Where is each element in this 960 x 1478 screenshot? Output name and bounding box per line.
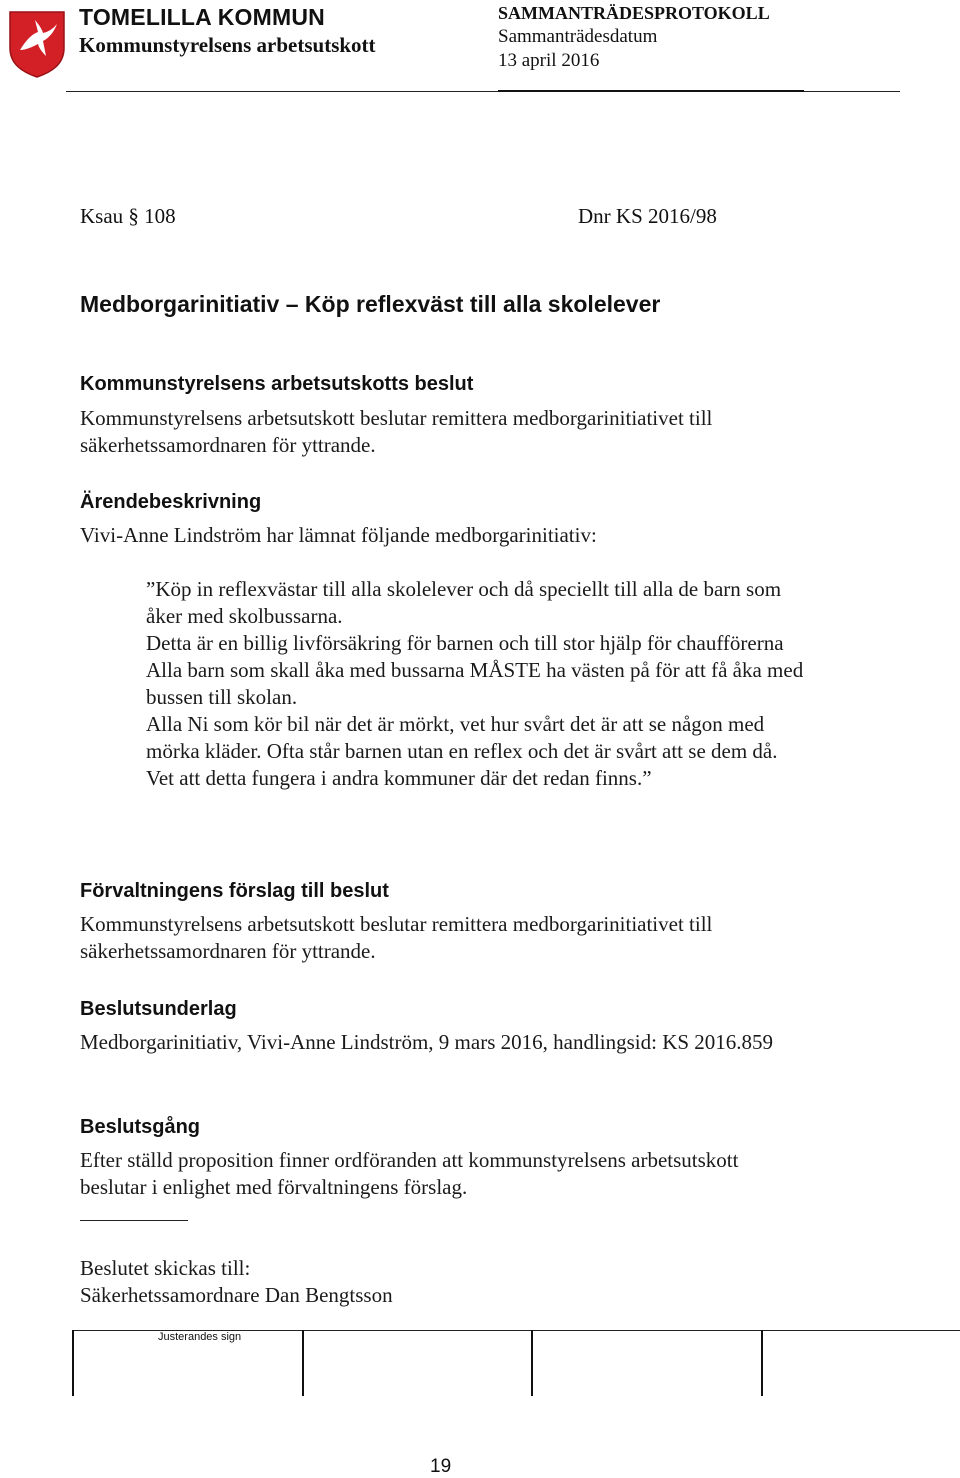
paragraph-reference: Ksau § 108 [80,204,176,228]
section-heading-basis: Beslutsunderlag [80,998,237,1020]
citizen-initiative-quote [146,576,816,792]
proposal-text: Kommunstyrelsens arbetsutskott beslutar remittera medborgarinitiativet till säkerhetssamordnaren för yttrande. [80,912,713,963]
distribution-label: Beslutet skickas till: [80,1256,251,1280]
section-heading-procedure: Beslutsgång [80,1116,201,1138]
section-divider [80,1220,188,1221]
signature-table-column-border [531,1330,533,1396]
distribution-recipient: Säkerhetssamordnare Dan Bengtsson [80,1283,393,1307]
organization-unit: Kommunstyrelsens arbetsutskott [79,33,376,57]
quote-paragraph: ”Köp in reflexvästar till alla skolelever och då speciellt till alla de barn som åker med skolbussarna. [146,577,782,628]
section-heading-proposal: Förvaltningens förslag till beslut [80,880,389,902]
header-divider-accent [498,90,804,92]
meeting-date: 13 april 2016 [498,50,600,71]
quote-paragraph: Alla Ni som kör bil när det är mörkt, vet hur svårt det är att se någon med mörka kläder. Ofta står barnen utan en reflex och det är svårt att se dem då. [146,712,778,763]
section-heading-description: Ärendebeskrivning [80,491,262,513]
diary-number: Dnr KS 2016/98 [578,204,717,228]
description-text: Vivi-Anne Lindström har lämnat följande medborgarinitiativ: [80,523,597,547]
meeting-date-label: Sammanträdesdatum [498,26,658,47]
quote-paragraph: Vet att detta fungera i andra kommuner där det redan finns.” [146,766,652,790]
organization-name: TOMELILLA KOMMUN [79,4,325,30]
signature-table-column-border [761,1330,763,1396]
signature-table-column-border [302,1330,304,1396]
page-title: Medborgarinitiativ – Köp reflexväst till alla skolelever [80,291,661,317]
decision-text: Kommunstyrelsens arbetsutskott beslutar remittera medborgarinitiativet till säkerhetssamordnaren för yttrande. [80,406,713,457]
quote-paragraph: Alla barn som skall åka med bussarna MÅSTE ha västen på för att få åka med bussen till skolan. [146,658,804,709]
quote-paragraph: Detta är en billig livförsäkring för barnen och till stor hjälp för chaufförerna [146,631,784,655]
procedure-text: Efter ställd proposition finner ordföranden att kommunstyrelsens arbetsutskott beslutar i enlighet med förvaltningens förslag. [80,1148,739,1199]
tomelilla-coat-of-arms-icon [8,10,66,78]
document-type: SAMMANTRÄDESPROTOKOLL [498,3,770,23]
page-number: 19 [430,1456,452,1477]
basis-text: Medborgarinitiativ, Vivi-Anne Lindström, 9 mars 2016, handlingsid: KS 2016.859 [80,1030,774,1054]
section-heading-decision: Kommunstyrelsens arbetsutskotts beslut [80,373,474,395]
signature-label: Justerandes sign [158,1331,242,1343]
signature-table-column-border [72,1330,74,1396]
